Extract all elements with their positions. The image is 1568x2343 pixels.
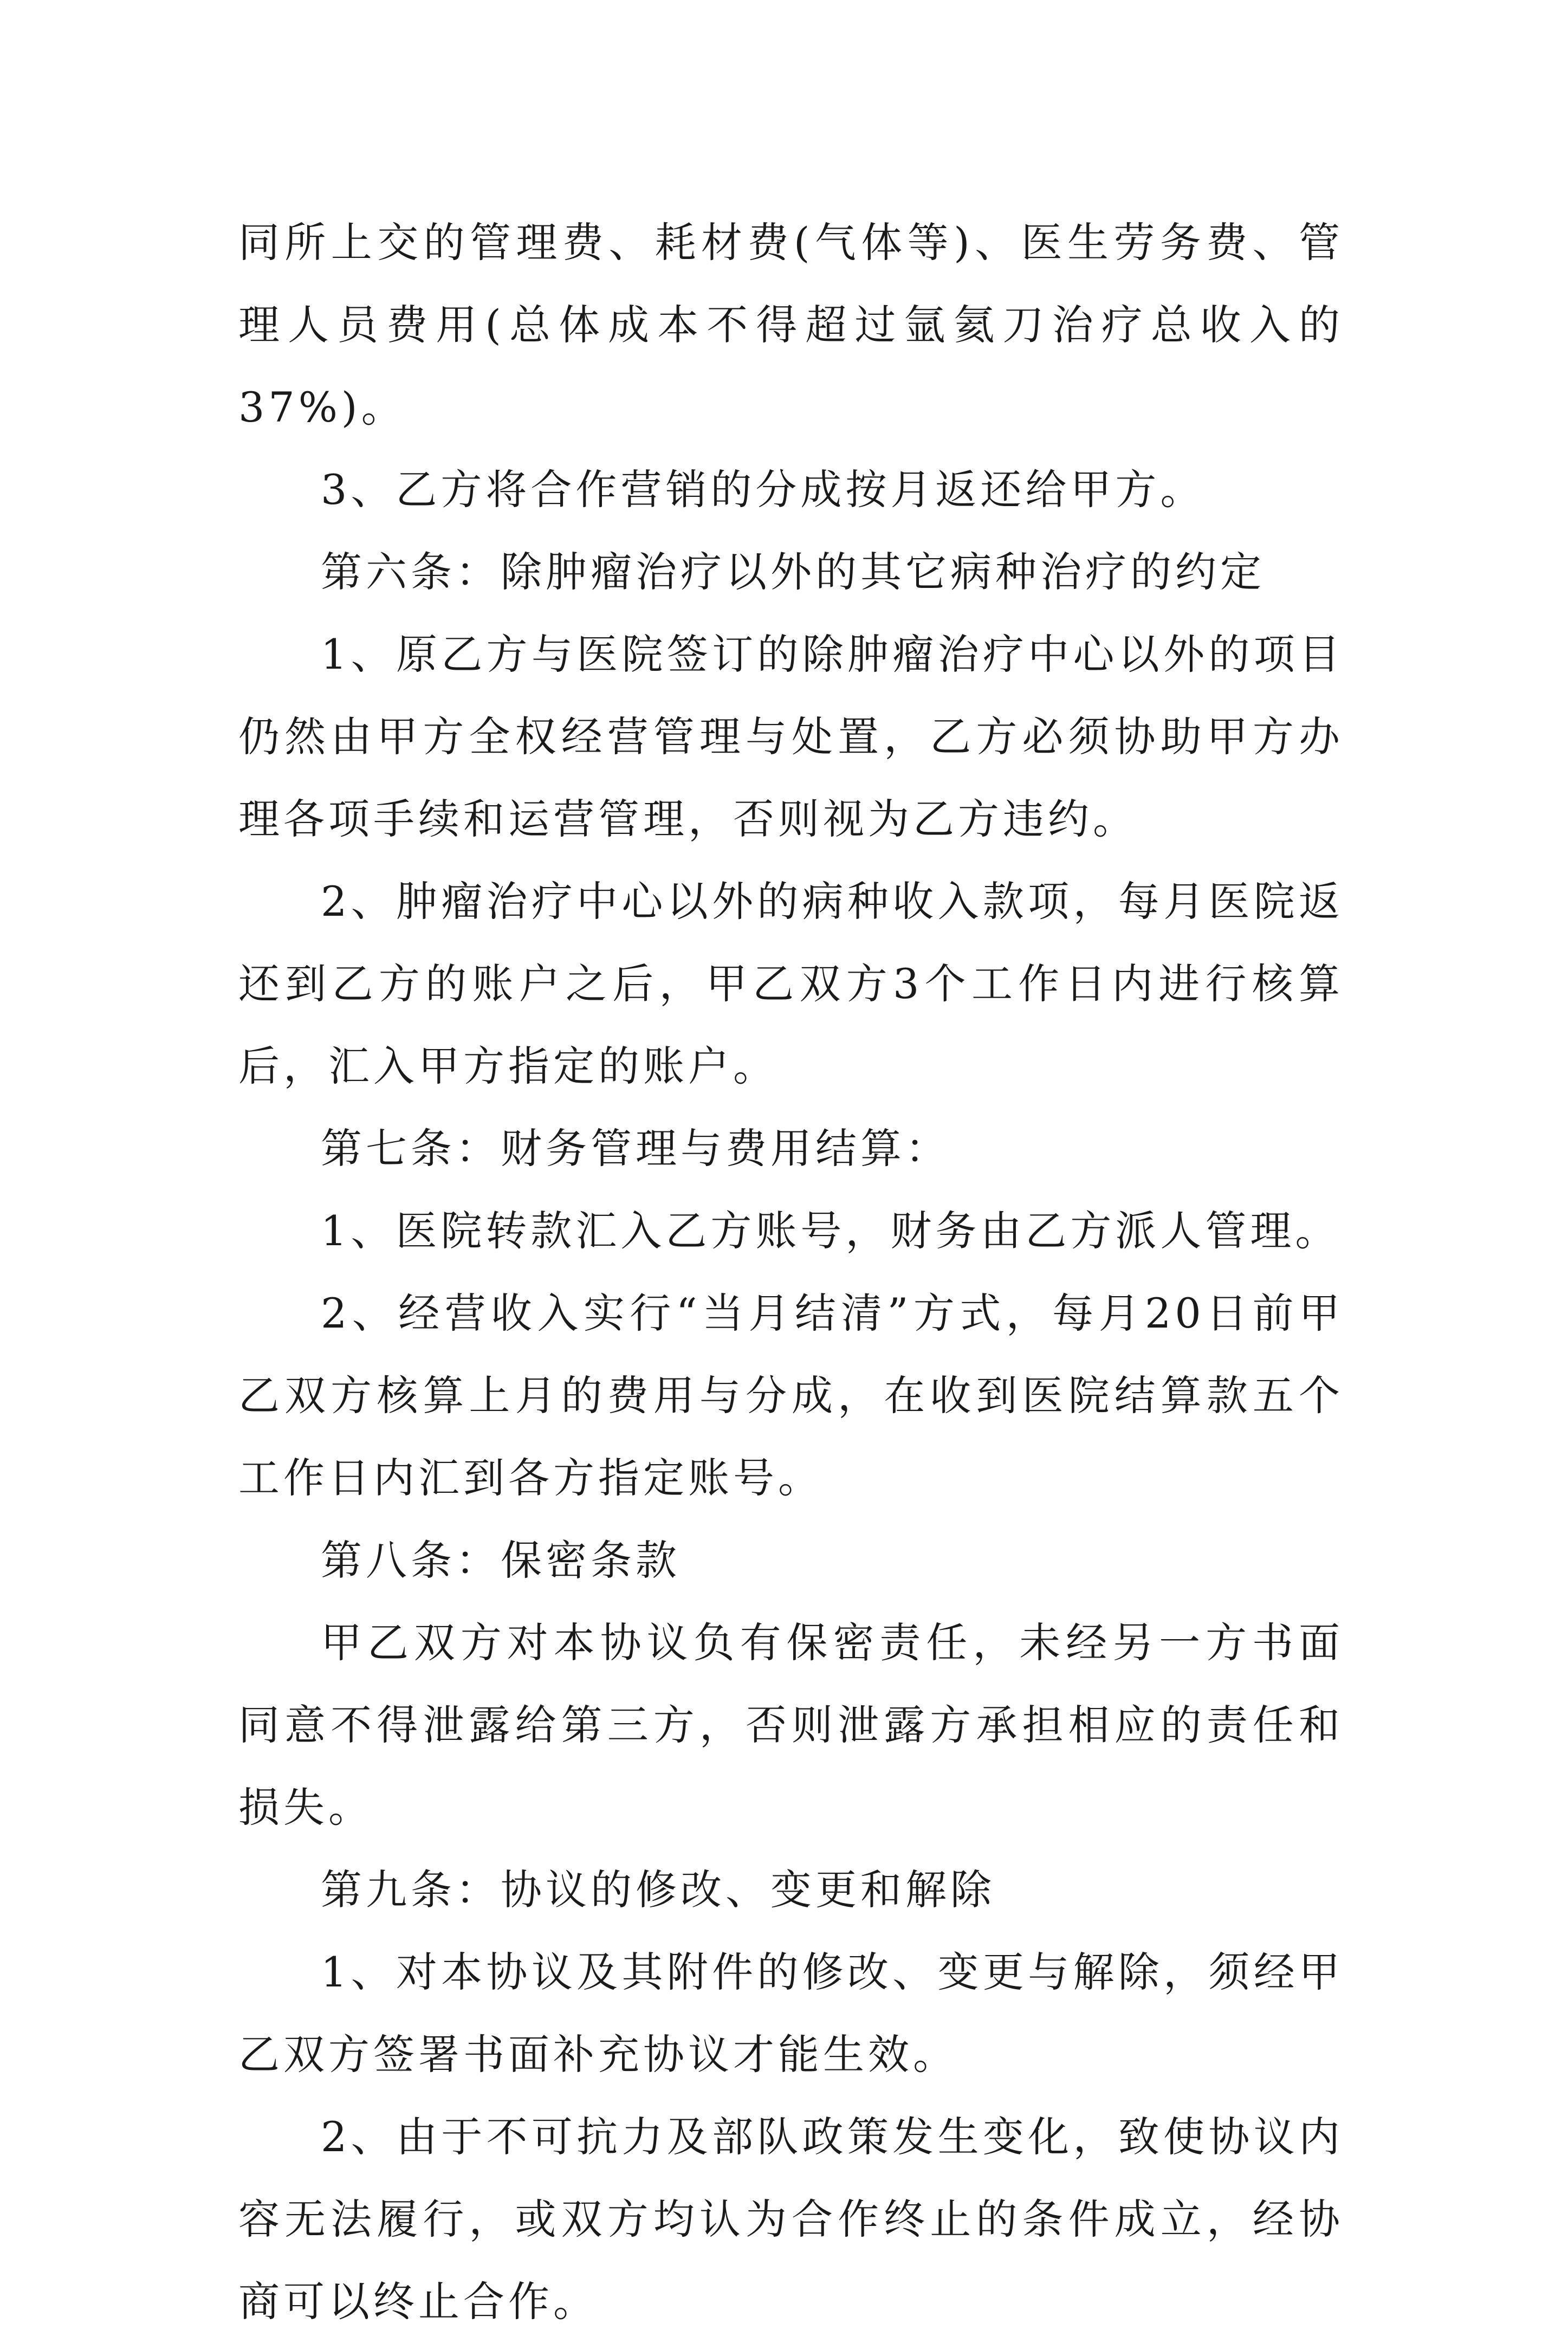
paragraph-article-7-item-2: 2、经营收入实行“当月结清”方式，每月20日前甲乙双方核算上月的费用与分成，在收到医院结算款五个工作日内汇到各方指定账号。 bbox=[238, 1289, 1344, 1502]
paragraph-article-9-item-2: 2、由于不可抗力及部队政策发生变化，致使协议内容无法履行，或双方均认为合作终止的条件成立，经协商可以终止合作。 bbox=[238, 2113, 1344, 2326]
paragraph-continuation: 同所上交的管理费、耗材费(气体等)、医生劳务费、管理人员费用(总体成本不得超过氩氦刀治疗总收入的37%)。 bbox=[238, 218, 1344, 431]
heading-article-9: 第九条：协议的修改、变更和解除 bbox=[321, 1866, 995, 1914]
document-body bbox=[238, 202, 1344, 2343]
paragraph-article-8-body: 甲乙双方对本协议负有保密责任，未经另一方书面同意不得泄露给第三方，否则泄露方承担相应的责任和损失。 bbox=[238, 1619, 1344, 1831]
paragraph-article-7-item-1: 1、医院转款汇入乙方账号，财务由乙方派人管理。 bbox=[321, 1207, 1340, 1255]
paragraph-clause-5-item-3: 3、乙方将合作营销的分成按月返还给甲方。 bbox=[321, 465, 1206, 514]
heading-article-8: 第八条：保密条款 bbox=[321, 1536, 681, 1584]
heading-article-6: 第六条：除肿瘤治疗以外的其它病种治疗的约定 bbox=[321, 548, 1265, 596]
paragraph-article-9-item-1: 1、对本协议及其附件的修改、变更与解除，须经甲乙双方签署书面补充协议才能生效。 bbox=[238, 1948, 1344, 2079]
heading-article-7: 第七条：财务管理与费用结算： bbox=[321, 1124, 950, 1173]
paragraph-article-6-item-2: 2、肿瘤治疗中心以外的病种收入款项，每月医院返还到乙方的账户之后，甲乙双方3个工作日内进行核算后，汇入甲方指定的账户。 bbox=[238, 877, 1344, 1090]
paragraph-article-6-item-1: 1、原乙方与医院签订的除肿瘤治疗中心以外的项目仍然由甲方全权经营管理与处置，乙方必须协助甲方办理各项手续和运营管理，否则视为乙方违约。 bbox=[238, 630, 1344, 843]
